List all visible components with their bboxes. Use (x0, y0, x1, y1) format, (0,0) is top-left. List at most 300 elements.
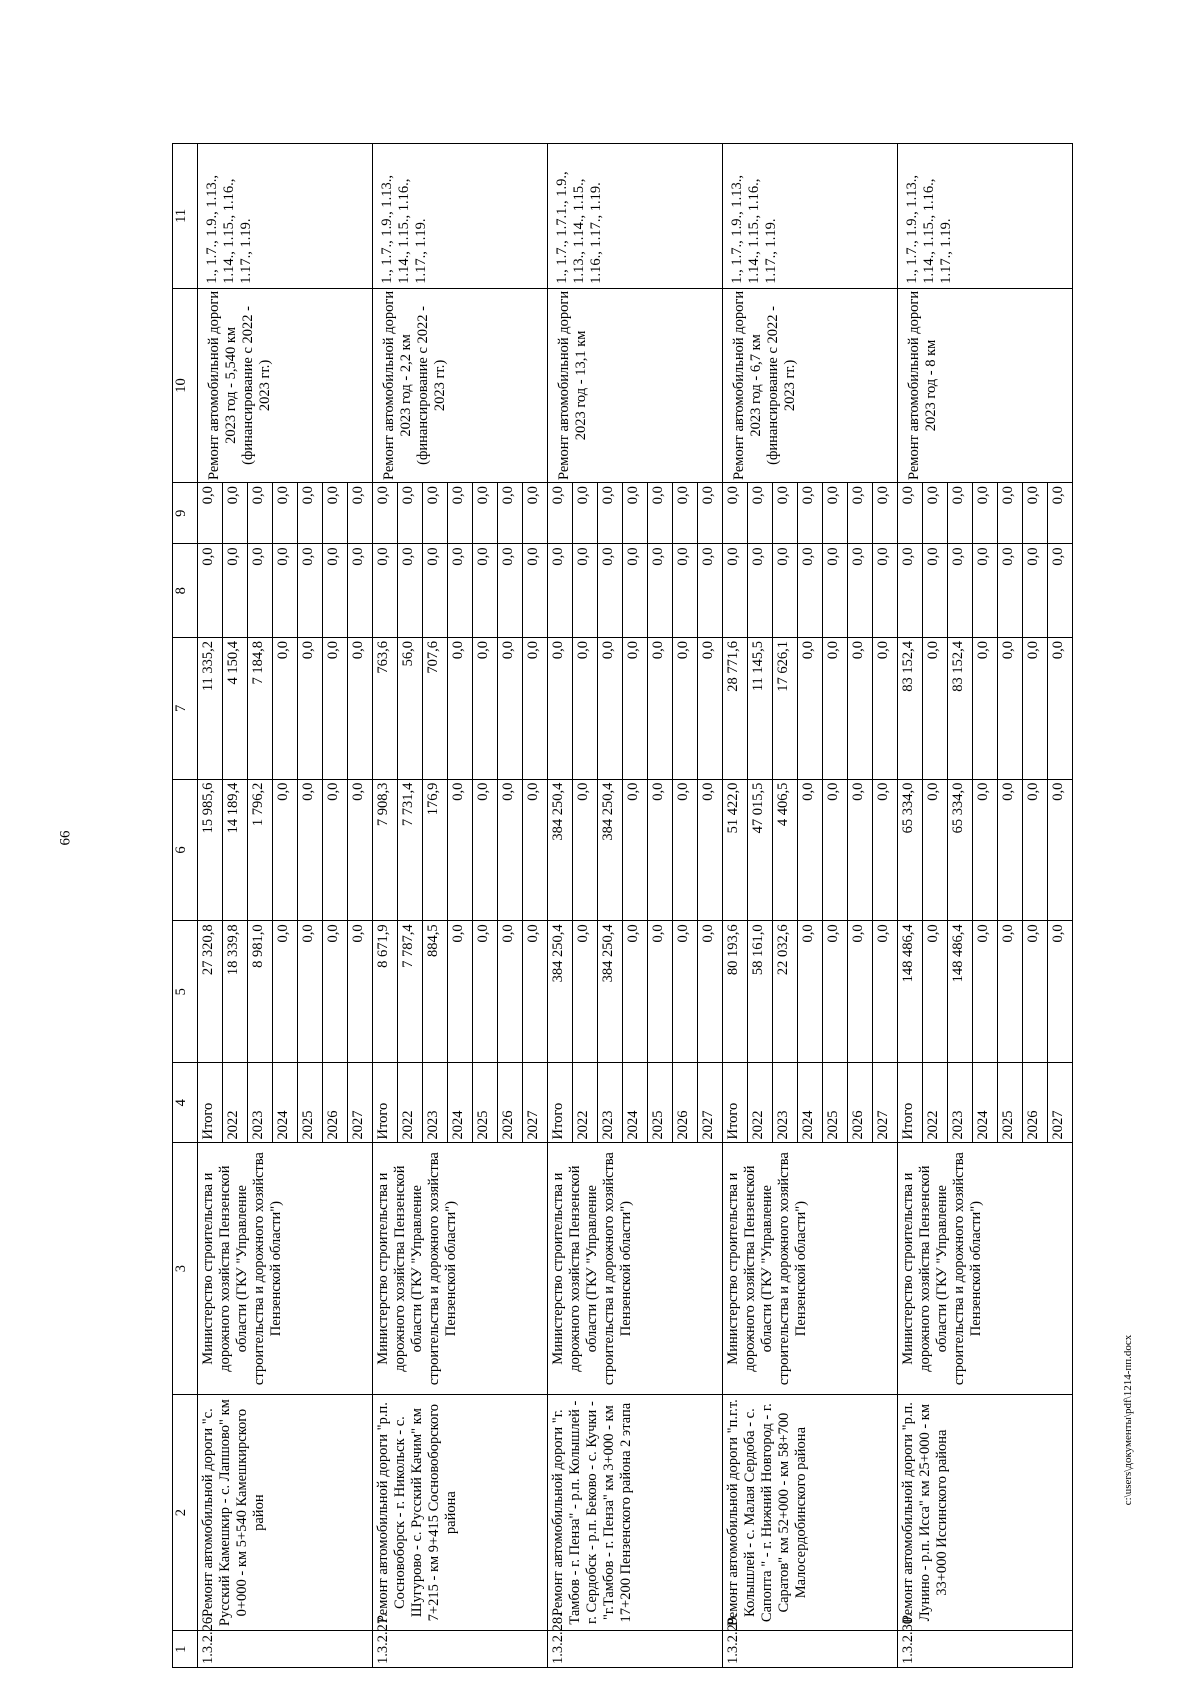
local-budget-cell: 0,0 (998, 544, 1023, 637)
result-cell-text: Ремонт автомобильной дороги 2023 год - 13,1 км (556, 290, 589, 480)
col-header: 7 (173, 637, 198, 779)
event-name-cell-text: Ремонт автомобильной дороги "п.г.т. Колышлей - с. Малая Сердоба - с. Сапопта " - г. Нижний Новгород - г. Саратов" км 52+000 - км 58+700 Малосердобинского района (725, 1399, 809, 1627)
other-sources-cell: 0,0 (473, 483, 498, 543)
executor-cell (723, 1143, 898, 1394)
federal-budget-column (898, 637, 1073, 779)
total-cost-cell: 384 250,4 (548, 921, 573, 1062)
other-sources-cell: 0,0 (875, 486, 891, 505)
total-cost-cell: 80 193,6 (723, 921, 748, 1062)
regional-budget-cell: 0,0 (673, 780, 698, 921)
result-cell (548, 288, 723, 482)
other-sources-cell: 0,0 (248, 483, 273, 543)
other-sources-cell: 0,0 (525, 486, 541, 505)
total-cost-cell: 0,0 (498, 921, 523, 1062)
regional-budget-column (198, 779, 373, 921)
local-budget-column (548, 544, 723, 638)
result-cell (373, 288, 548, 482)
year-cell: 2025 (823, 1063, 848, 1142)
year-cell: 2022 (398, 1063, 423, 1142)
year-column (548, 1063, 723, 1143)
item-number-cell-text: 1.3.2.30. (900, 1613, 916, 1664)
year-cell: 2026 (848, 1063, 873, 1142)
total-cost-cell: 22 032,6 (773, 921, 798, 1062)
event-name-cell (723, 1394, 898, 1631)
indicators-cell-text: 1., 1.7., 1.9., 1.13., 1.14., 1.15., 1.16., 1.17., 1.19. (729, 175, 779, 284)
regional-budget-cell: 65 334,0 (948, 780, 973, 921)
other-sources-cell: 0,0 (198, 483, 223, 543)
local-budget-cell: 0,0 (648, 544, 673, 637)
federal-budget-cell: 0,0 (1050, 640, 1066, 660)
item-number-cell-text: 1.3.2.27. (375, 1613, 391, 1664)
total-cost-cell: 0,0 (673, 921, 698, 1062)
federal-budget-cell: 0,0 (350, 640, 366, 660)
item-number-cell (723, 1613, 898, 1668)
federal-budget-cell: 0,0 (323, 638, 348, 779)
federal-budget-cell: 0,0 (525, 640, 541, 660)
total-cost-cell: 8 671,9 (373, 921, 398, 1062)
local-budget-cell: 0,0 (573, 544, 598, 637)
table-body (173, 144, 1073, 1668)
total-cost-cell: 0,0 (273, 921, 298, 1062)
year-cell: 2022 (223, 1063, 248, 1142)
footer-file-path: c:\users\документы\pdf\1214-пп.docx (1122, 1334, 1134, 1506)
local-budget-cell: 0,0 (248, 544, 273, 637)
other-sources-cell: 0,0 (223, 483, 248, 543)
other-sources-cell: 0,0 (648, 483, 673, 543)
local-budget-cell: 0,0 (773, 544, 798, 637)
local-budget-column (373, 544, 548, 638)
indicators-cell-text: 1., 1.7., 1.9., 1.13., 1.14., 1.15., 1.16., 1.17., 1.19. (379, 175, 429, 284)
total-cost-cell: 0,0 (573, 921, 598, 1062)
total-cost-cell: 0,0 (1050, 924, 1066, 943)
regional-budget-cell: 7 908,3 (373, 780, 398, 921)
local-budget-cell: 0,0 (1023, 544, 1048, 637)
result-cell-text: Ремонт автомобильной дороги 2023 год - 6,7 км (финансирование с 2022 - 2023 гг.) (731, 290, 798, 480)
table-row (373, 144, 548, 1668)
col-header: 9 (173, 483, 198, 544)
year-column (198, 1063, 373, 1143)
year-cell: 2025 (298, 1063, 323, 1142)
local-budget-cell: 0,0 (723, 544, 748, 637)
local-budget-cell: 0,0 (923, 544, 948, 637)
regional-budget-cell: 0,0 (573, 780, 598, 921)
other-sources-cell: 0,0 (748, 483, 773, 543)
local-budget-cell: 0,0 (473, 544, 498, 637)
other-sources-cell: 0,0 (823, 483, 848, 543)
regional-budget-cell: 0,0 (448, 780, 473, 921)
local-budget-cell: 0,0 (350, 547, 366, 566)
year-cell: 2024 (448, 1063, 473, 1142)
federal-budget-cell: 11 335,2 (198, 638, 223, 779)
total-cost-cell: 0,0 (823, 921, 848, 1062)
total-cost-column (723, 921, 898, 1063)
federal-budget-cell: 0,0 (1023, 638, 1048, 779)
regional-budget-cell: 0,0 (700, 782, 716, 801)
federal-budget-cell: 0,0 (700, 640, 716, 660)
federal-budget-cell: 0,0 (848, 638, 873, 779)
year-cell: 2024 (973, 1063, 998, 1142)
regional-budget-cell: 0,0 (350, 782, 366, 801)
other-sources-column (198, 483, 373, 544)
regional-budget-cell: 384 250,4 (598, 780, 623, 921)
year-cell: 2024 (798, 1063, 823, 1142)
local-budget-cell: 0,0 (700, 547, 716, 566)
executor-cell-text: Министерство строительства и дорожного хозяйства Пензенской области (ГКУ "Управление строительства и дорожного хозяйства Пензенской области") (725, 1152, 809, 1386)
other-sources-cell: 0,0 (948, 483, 973, 543)
regional-budget-cell: 0,0 (323, 780, 348, 921)
page-number: 66 (57, 830, 74, 846)
other-sources-cell: 0,0 (623, 483, 648, 543)
event-name-cell-text: Ремонт автомобильной дороги "р.п. Лунино - р.п. Исса" км 25+000 - км 33+000 Иссинского района (900, 1402, 950, 1624)
other-sources-cell: 0,0 (898, 483, 923, 543)
regional-budget-cell: 4 406,5 (773, 780, 798, 921)
total-cost-cell: 8 981,0 (248, 921, 273, 1062)
regional-budget-cell: 51 422,0 (723, 780, 748, 921)
local-budget-cell: 0,0 (498, 544, 523, 637)
header-row (173, 144, 198, 1668)
regional-budget-cell: 0,0 (498, 780, 523, 921)
federal-budget-cell: 83 152,4 (898, 638, 923, 779)
local-budget-cell: 0,0 (948, 544, 973, 637)
local-budget-cell: 0,0 (298, 544, 323, 637)
total-cost-cell: 18 339,8 (223, 921, 248, 1062)
table-row (548, 144, 723, 1668)
local-budget-column (898, 544, 1073, 638)
federal-budget-column (548, 637, 723, 779)
local-budget-cell: 0,0 (748, 544, 773, 637)
regional-budget-cell: 0,0 (848, 780, 873, 921)
federal-budget-cell: 0,0 (473, 638, 498, 779)
local-budget-column (723, 544, 898, 638)
indicators-cell-text: 1., 1.7., 1.9., 1.13., 1.14., 1.15., 1.16., 1.17., 1.19. (904, 175, 954, 284)
other-sources-cell: 0,0 (1023, 483, 1048, 543)
regional-budget-cell: 15 985,6 (198, 780, 223, 921)
local-budget-cell: 0,0 (598, 544, 623, 637)
year-cell: 2025 (648, 1063, 673, 1142)
total-cost-cell: 0,0 (448, 921, 473, 1062)
col-header: 8 (173, 544, 198, 638)
regional-budget-cell: 0,0 (623, 780, 648, 921)
event-name-cell (548, 1394, 723, 1631)
federal-budget-cell: 0,0 (298, 638, 323, 779)
other-sources-cell: 0,0 (298, 483, 323, 543)
total-cost-cell: 0,0 (875, 924, 891, 943)
event-name-cell-text: Ремонт автомобильной дороги "р.п. Сосновоборск - г. Никольск - с. Шугурово - с. Русский Качим" км 7+215 - км 9+415 Сосновоборского района (375, 1402, 459, 1624)
federal-budget-cell: 0,0 (573, 638, 598, 779)
item-number-cell (898, 1613, 1073, 1668)
item-number-cell-text: 1.3.2.29. (725, 1613, 741, 1664)
federal-budget-cell: 0,0 (448, 638, 473, 779)
other-sources-cell: 0,0 (423, 483, 448, 543)
regional-budget-column (373, 779, 548, 921)
year-cell: 2027 (525, 1110, 541, 1140)
federal-budget-cell: 0,0 (998, 638, 1023, 779)
other-sources-cell: 0,0 (498, 483, 523, 543)
local-budget-cell: 0,0 (448, 544, 473, 637)
executor-cell-text: Министерство строительства и дорожного хозяйства Пензенской области (ГКУ "Управление строительства и дорожного хозяйства Пензенской области") (200, 1152, 284, 1386)
event-name-cell (898, 1394, 1073, 1631)
executor-cell-text: Министерство строительства и дорожного хозяйства Пензенской области (ГКУ "Управление строительства и дорожного хозяйства Пензенской области") (900, 1152, 984, 1386)
federal-budget-cell: 763,6 (373, 638, 398, 779)
local-budget-cell: 0,0 (423, 544, 448, 637)
indicators-cell (198, 144, 373, 289)
year-cell: 2023 (773, 1063, 798, 1142)
federal-budget-cell: 17 626,1 (773, 638, 798, 779)
local-budget-cell: 0,0 (273, 544, 298, 637)
local-budget-cell: 0,0 (198, 544, 223, 637)
other-sources-cell: 0,0 (398, 483, 423, 543)
total-cost-cell: 0,0 (623, 921, 648, 1062)
other-sources-cell: 0,0 (848, 483, 873, 543)
indicators-cell-text: 1., 1.7., 1.9., 1.13., 1.14., 1.15., 1.16., 1.17., 1.19. (204, 175, 254, 284)
regional-budget-column (898, 779, 1073, 921)
federal-budget-cell: 0,0 (875, 640, 891, 660)
regional-budget-cell: 176,9 (423, 780, 448, 921)
other-sources-cell: 0,0 (323, 483, 348, 543)
federal-budget-cell: 0,0 (598, 638, 623, 779)
item-number-cell (198, 1613, 373, 1668)
federal-budget-cell: 11 145,5 (748, 638, 773, 779)
indicators-cell (373, 144, 548, 289)
local-budget-cell: 0,0 (848, 544, 873, 637)
other-sources-cell: 0,0 (973, 483, 998, 543)
executor-cell (373, 1143, 548, 1394)
event-name-cell-text: Ремонт автомобильной дороги "с. Русский Камешкир - с. Лапшово" км 0+000 - км 5+540 Камешкирского район (200, 1399, 267, 1627)
item-number-cell (373, 1613, 548, 1668)
federal-budget-cell: 0,0 (273, 638, 298, 779)
year-cell: 2027 (700, 1110, 716, 1140)
other-sources-cell: 0,0 (350, 486, 366, 505)
year-cell: 2026 (323, 1063, 348, 1142)
executor-cell-text: Министерство строительства и дорожного хозяйства Пензенской области (ГКУ "Управление строительства и дорожного хозяйства Пензенской области") (375, 1152, 459, 1386)
local-budget-cell: 0,0 (823, 544, 848, 637)
year-cell: 2025 (998, 1063, 1023, 1142)
other-sources-cell: 0,0 (773, 483, 798, 543)
regional-budget-column (548, 779, 723, 921)
federal-budget-cell: 0,0 (548, 638, 573, 779)
regional-budget-cell: 0,0 (273, 780, 298, 921)
federal-budget-cell: 83 152,4 (948, 638, 973, 779)
total-cost-cell: 884,5 (423, 921, 448, 1062)
event-name-cell-text: Ремонт автомобильной дороги "г. Тамбов - г. Пенза" - р.п. Колышлей - г. Сердобск - р.п. Беково - с. Кучки - "г.Тамбов - г. Пенза" км 3+000 - км 17+200 Пензенского района 2 этапа (550, 1400, 634, 1625)
other-sources-column (723, 483, 898, 544)
year-cell: Итого (548, 1063, 573, 1142)
other-sources-cell: 0,0 (448, 483, 473, 543)
regional-budget-cell: 1 796,2 (248, 780, 273, 921)
col-header: 10 (173, 288, 198, 482)
year-cell: 2025 (473, 1063, 498, 1142)
federal-budget-cell: 7 184,8 (248, 638, 273, 779)
other-sources-column (548, 483, 723, 544)
executor-cell-text: Министерство строительства и дорожного хозяйства Пензенской области (ГКУ "Управление строительства и дорожного хозяйства Пензенской области") (550, 1152, 634, 1386)
total-cost-cell: 0,0 (798, 921, 823, 1062)
other-sources-cell: 0,0 (673, 483, 698, 543)
event-name-cell (373, 1394, 548, 1631)
total-cost-cell: 58 161,0 (748, 921, 773, 1062)
total-cost-cell: 148 486,4 (898, 921, 923, 1062)
year-cell: 2026 (1023, 1063, 1048, 1142)
total-cost-cell: 27 320,8 (198, 921, 223, 1062)
regional-budget-cell: 0,0 (923, 780, 948, 921)
regional-budget-cell: 0,0 (1023, 780, 1048, 921)
federal-budget-cell: 0,0 (498, 638, 523, 779)
year-cell: 2027 (350, 1110, 366, 1140)
year-cell: Итого (723, 1063, 748, 1142)
rotated-table-container (172, 143, 1200, 1668)
result-cell-text: Ремонт автомобильной дороги 2023 год - 5,540 км (финансирование с 2022 - 2023 гг.) (206, 290, 273, 480)
regional-budget-cell: 0,0 (1050, 782, 1066, 801)
other-sources-cell: 0,0 (723, 483, 748, 543)
federal-budget-cell: 707,6 (423, 638, 448, 779)
year-cell: 2023 (248, 1063, 273, 1142)
indicators-cell-text: 1., 1.7., 1.7.1., 1.9., 1.13., 1.14., 1.15., 1.16., 1.17., 1.19. (554, 171, 604, 284)
year-cell: 2024 (623, 1063, 648, 1142)
total-cost-cell: 0,0 (923, 921, 948, 1062)
year-cell: 2022 (923, 1063, 948, 1142)
federal-budget-cell: 0,0 (623, 638, 648, 779)
executor-cell (548, 1143, 723, 1394)
year-cell: 2024 (273, 1063, 298, 1142)
total-cost-column (548, 921, 723, 1063)
local-budget-cell: 0,0 (798, 544, 823, 637)
result-cell-text: Ремонт автомобильной дороги 2023 год - 8 км (906, 290, 939, 480)
local-budget-cell: 0,0 (525, 547, 541, 566)
other-sources-column (373, 483, 548, 544)
result-cell (198, 288, 373, 482)
event-name-cell (198, 1394, 373, 1631)
other-sources-cell: 0,0 (798, 483, 823, 543)
federal-budget-column (198, 637, 373, 779)
total-cost-cell: 7 787,4 (398, 921, 423, 1062)
local-budget-cell: 0,0 (898, 544, 923, 637)
year-cell: 2023 (598, 1063, 623, 1142)
year-column (723, 1063, 898, 1143)
col-header: 1 (173, 1631, 198, 1668)
other-sources-cell: 0,0 (548, 483, 573, 543)
regional-budget-cell: 384 250,4 (548, 780, 573, 921)
year-cell: 2022 (748, 1063, 773, 1142)
regional-budget-cell: 0,0 (648, 780, 673, 921)
year-cell: 2027 (875, 1110, 891, 1140)
total-cost-cell: 0,0 (350, 924, 366, 943)
total-cost-cell: 0,0 (298, 921, 323, 1062)
regional-budget-cell: 7 731,4 (398, 780, 423, 921)
year-cell: 2027 (1050, 1110, 1066, 1140)
local-budget-cell: 0,0 (623, 544, 648, 637)
other-sources-column (898, 483, 1073, 544)
year-cell: 2026 (498, 1063, 523, 1142)
local-budget-cell: 0,0 (673, 544, 698, 637)
local-budget-cell: 0,0 (323, 544, 348, 637)
total-cost-cell: 0,0 (973, 921, 998, 1062)
regional-budget-cell: 0,0 (998, 780, 1023, 921)
executor-cell (898, 1143, 1073, 1394)
item-number-cell (548, 1613, 723, 1668)
year-column (373, 1063, 548, 1143)
other-sources-cell: 0,0 (598, 483, 623, 543)
year-cell: 2026 (673, 1063, 698, 1142)
local-budget-cell: 0,0 (373, 544, 398, 637)
total-cost-cell: 0,0 (473, 921, 498, 1062)
result-cell (898, 288, 1073, 482)
table-row (198, 144, 373, 1668)
total-cost-column (373, 921, 548, 1063)
local-budget-cell: 0,0 (398, 544, 423, 637)
total-cost-cell: 0,0 (648, 921, 673, 1062)
other-sources-cell: 0,0 (998, 483, 1023, 543)
local-budget-cell: 0,0 (1050, 547, 1066, 566)
col-header: 6 (173, 779, 198, 921)
other-sources-cell: 0,0 (1050, 486, 1066, 505)
regional-budget-cell: 0,0 (525, 782, 541, 801)
regional-budget-cell: 0,0 (298, 780, 323, 921)
item-number-cell-text: 1.3.2.28. (550, 1613, 566, 1664)
other-sources-cell: 0,0 (700, 486, 716, 505)
year-cell: 2023 (948, 1063, 973, 1142)
year-cell: 2022 (573, 1063, 598, 1142)
federal-budget-cell: 4 150,4 (223, 638, 248, 779)
col-header: 3 (173, 1143, 198, 1394)
year-cell: Итого (898, 1063, 923, 1142)
regional-budget-cell: 0,0 (973, 780, 998, 921)
local-budget-cell: 0,0 (223, 544, 248, 637)
federal-budget-cell: 28 771,6 (723, 638, 748, 779)
executor-cell (198, 1143, 373, 1394)
local-budget-cell: 0,0 (548, 544, 573, 637)
col-header: 4 (173, 1063, 198, 1143)
total-cost-cell: 0,0 (848, 921, 873, 1062)
indicators-cell (723, 144, 898, 289)
federal-budget-column (723, 637, 898, 779)
regional-budget-cell: 0,0 (798, 780, 823, 921)
result-cell-text: Ремонт автомобильной дороги 2023 год - 2,2 км (финансирование с 2022 - 2023 гг.) (381, 290, 448, 480)
total-cost-cell: 384 250,4 (598, 921, 623, 1062)
total-cost-cell: 148 486,4 (948, 921, 973, 1062)
other-sources-cell: 0,0 (373, 483, 398, 543)
federal-budget-cell: 0,0 (923, 638, 948, 779)
year-cell: 2023 (423, 1063, 448, 1142)
total-cost-column (198, 921, 373, 1063)
regional-budget-cell: 0,0 (875, 782, 891, 801)
col-header: 5 (173, 921, 198, 1063)
col-header: 11 (173, 144, 198, 289)
item-number-cell-text: 1.3.2.26. (200, 1613, 216, 1664)
local-budget-cell: 0,0 (875, 547, 891, 566)
year-cell: Итого (373, 1063, 398, 1142)
total-cost-cell: 0,0 (1023, 921, 1048, 1062)
total-cost-cell: 0,0 (323, 921, 348, 1062)
federal-budget-cell: 0,0 (973, 638, 998, 779)
federal-budget-column (373, 637, 548, 779)
result-cell (723, 288, 898, 482)
regional-budget-column (723, 779, 898, 921)
federal-budget-cell: 0,0 (798, 638, 823, 779)
other-sources-cell: 0,0 (923, 483, 948, 543)
federal-budget-cell: 56,0 (398, 638, 423, 779)
regional-budget-cell: 14 189,4 (223, 780, 248, 921)
federal-budget-cell: 0,0 (673, 638, 698, 779)
total-cost-column (898, 921, 1073, 1063)
regional-budget-cell: 0,0 (823, 780, 848, 921)
other-sources-cell: 0,0 (573, 483, 598, 543)
total-cost-cell: 0,0 (525, 924, 541, 943)
year-column (898, 1063, 1073, 1143)
federal-budget-cell: 0,0 (648, 638, 673, 779)
local-budget-column (198, 544, 373, 638)
total-cost-cell: 0,0 (700, 924, 716, 943)
table-row (898, 144, 1073, 1668)
indicators-cell (898, 144, 1073, 289)
